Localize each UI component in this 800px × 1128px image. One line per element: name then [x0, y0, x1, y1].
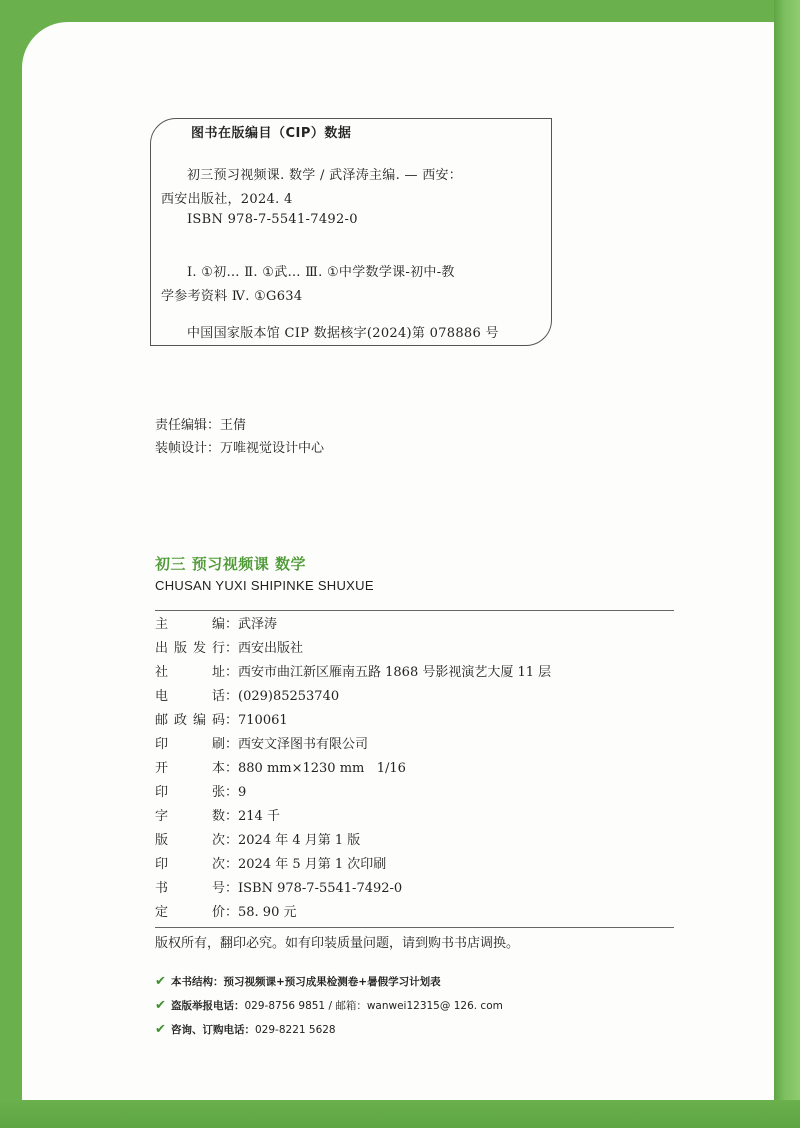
cip-data-box — [150, 118, 552, 346]
copyright-notice: 版权所有，翻印必究。如有印装质量问题，请到购书书店调换。 — [155, 936, 520, 951]
note-label: 盗版举报电话： — [171, 1000, 245, 1012]
spec-value: ：880 mm×1230 mm 1/16 — [225, 761, 406, 776]
spec-value: ：武泽涛 — [225, 617, 278, 632]
spec-row-printer — [155, 735, 368, 755]
spec-row-format — [155, 759, 406, 779]
spec-row-wordcount — [155, 807, 280, 827]
spec-value: ：西安文泽图书有限公司 — [225, 737, 369, 752]
spec-label: 开本 — [155, 761, 225, 776]
spec-value: ：9 — [225, 785, 247, 800]
spec-row-price — [155, 903, 296, 923]
binding-design: 装帧设计：万唯视觉设计中心 — [155, 441, 325, 456]
spec-value: ：ISBN 978-7-5541-7492-0 — [225, 881, 403, 896]
spec-label: 出版发行 — [155, 641, 225, 656]
spec-value: ：710061 — [225, 713, 288, 728]
note-book-structure — [155, 974, 441, 990]
spec-value: ：58. 90 元 — [225, 905, 297, 920]
spec-row-editor — [155, 615, 277, 635]
responsible-editor: 责任编辑：王倩 — [155, 418, 247, 433]
spec-row-postcode — [155, 711, 288, 731]
book-title: 初三 预习视频课 数学 — [155, 555, 306, 573]
spec-row-edition — [155, 831, 360, 851]
note-value: 029-8221 5628 — [255, 1024, 336, 1036]
cip-line-3: ISBN 978-7-5541-7492-0 — [187, 212, 358, 227]
cip-title: 图书在版编目（CIP）数据 — [191, 126, 352, 141]
spec-row-printing — [155, 855, 386, 875]
page-edge-right — [774, 0, 800, 1128]
spec-label: 主编 — [155, 617, 225, 632]
cip-line-6: 中国国家版本馆 CIP 数据核字(2024)第 078886 号 — [187, 326, 499, 341]
spec-row-isbn — [155, 879, 402, 899]
spec-value: ：西安出版社 — [225, 641, 304, 656]
cip-line-4: Ⅰ. ①初… Ⅱ. ①武… Ⅲ. ①中学数学课-初中-教 — [187, 265, 455, 280]
note-label: 本书结构： — [171, 976, 224, 988]
spec-label: 印次 — [155, 857, 225, 872]
spec-label: 书号 — [155, 881, 225, 896]
spec-row-publisher — [155, 639, 303, 659]
cip-line-2: 西安出版社，2024. 4 — [161, 192, 293, 207]
divider-top — [155, 610, 674, 611]
note-value: 029-8756 9851 / 邮箱：wanwei12315@ 126. com — [244, 1000, 503, 1012]
spec-label: 字数 — [155, 809, 225, 824]
spec-value: ：214 千 — [225, 809, 280, 824]
spec-value: ：西安市曲江新区雁南五路 1868 号影视演艺大厦 11 层 — [225, 665, 552, 680]
spec-label: 印刷 — [155, 737, 225, 752]
spec-label: 定价 — [155, 905, 225, 920]
spec-label: 版次 — [155, 833, 225, 848]
spec-label: 社址 — [155, 665, 225, 680]
spec-row-phone — [155, 687, 339, 707]
note-label: 咨询、订购电话： — [171, 1024, 255, 1036]
spec-value: ：(029)85253740 — [225, 689, 340, 704]
check-icon: ✔ — [155, 1022, 166, 1037]
spec-value: ：2024 年 4 月第 1 版 — [225, 833, 361, 848]
note-order-phone — [155, 1022, 336, 1038]
spec-row-address — [155, 663, 551, 683]
check-icon: ✔ — [155, 998, 166, 1013]
book-title-pinyin: CHUSAN YUXI SHIPINKE SHUXUE — [155, 578, 374, 593]
note-piracy-report — [155, 998, 503, 1014]
spec-label: 邮政编码 — [155, 713, 225, 728]
note-value: 预习视频课+预习成果检测卷+暑假学习计划表 — [223, 976, 441, 988]
check-icon: ✔ — [155, 974, 166, 989]
cip-line-5: 学参考资料 Ⅳ. ①G634 — [161, 289, 303, 304]
divider-bottom — [155, 927, 674, 928]
page-edge-bottom — [0, 1100, 800, 1128]
spec-row-sheets — [155, 783, 246, 803]
spec-value: ：2024 年 5 月第 1 次印刷 — [225, 857, 387, 872]
spec-label: 电话 — [155, 689, 225, 704]
cip-line-1: 初三预习视频课. 数学 / 武泽涛主编. — 西安： — [187, 168, 463, 183]
spec-label: 印张 — [155, 785, 225, 800]
